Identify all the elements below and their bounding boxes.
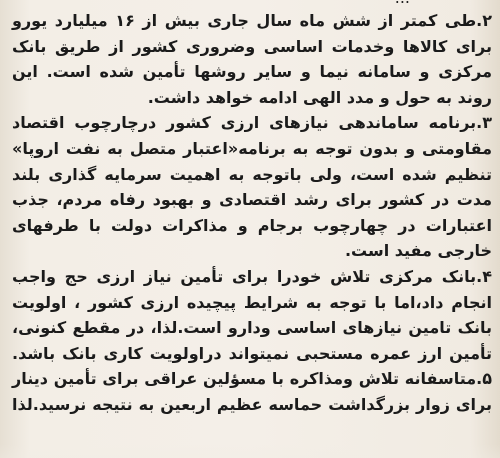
text-line: ۳.برنامه ساماندهی نیازهای ارزی کشور درچارچوب اقتصاد	[12, 113, 492, 133]
text-line: مدت در کشور برای رشد اقتصادی و بهبود رفاه مردم، جذب	[12, 190, 492, 210]
text-line: تنظیم شده است، ولی باتوجه به اهمیت سرمایه گذاری بلند	[12, 164, 492, 184]
text-line: خارجی مفید است.	[344, 241, 492, 261]
text-line: بانک تامین نیازهای اساسی ودارو است.لذا، در مقطع کنونی،	[12, 318, 492, 338]
text-line: روند به حول و مدد الهی ادامه خواهد داشت.	[147, 87, 492, 107]
text-line: ۴.بانک مرکزی تلاش خودرا برای تأمین نیاز ارزی حج واجب	[12, 266, 492, 286]
text-line: مرکزی و سامانه نیما و سایر روشها تأمین شده است. این	[12, 62, 492, 82]
text-line: انجام داد،اما با توجه به شرایط پیچیده ارزی کشور ، اولویت	[12, 292, 492, 312]
text-line: برای کالاها وخدمات اساسی وضروری کشور از طریق بانک	[12, 36, 492, 56]
text-line: برای زوار بزرگداشت حماسه عظیم اربعین به نتیجه نرسید.لذا	[12, 394, 492, 414]
text-line: اعتبارات در چهارچوب برجام و مذاکرات دولت با طرفهای	[12, 215, 492, 235]
bottom-edge-shadow	[0, 444, 500, 458]
text-line: ۵.متاسفانه تلاش ومذاکره با مسؤلین عراقی برای تأمین دینار	[12, 369, 492, 389]
text-line: مقاومتی و بدون توجه به برنامه«اعتبار متصل به نفت اروپا»	[12, 138, 492, 158]
text-line: ۲.طی کمتر از شش ماه سال جاری بیش از ۱۶ میلیارد یورو	[12, 11, 493, 30]
document-text-block	[12, 8, 492, 418]
text-line: تأمین ارز عمره مستحبی نمیتواند دراولویت کاری بانک باشد.	[12, 343, 492, 363]
